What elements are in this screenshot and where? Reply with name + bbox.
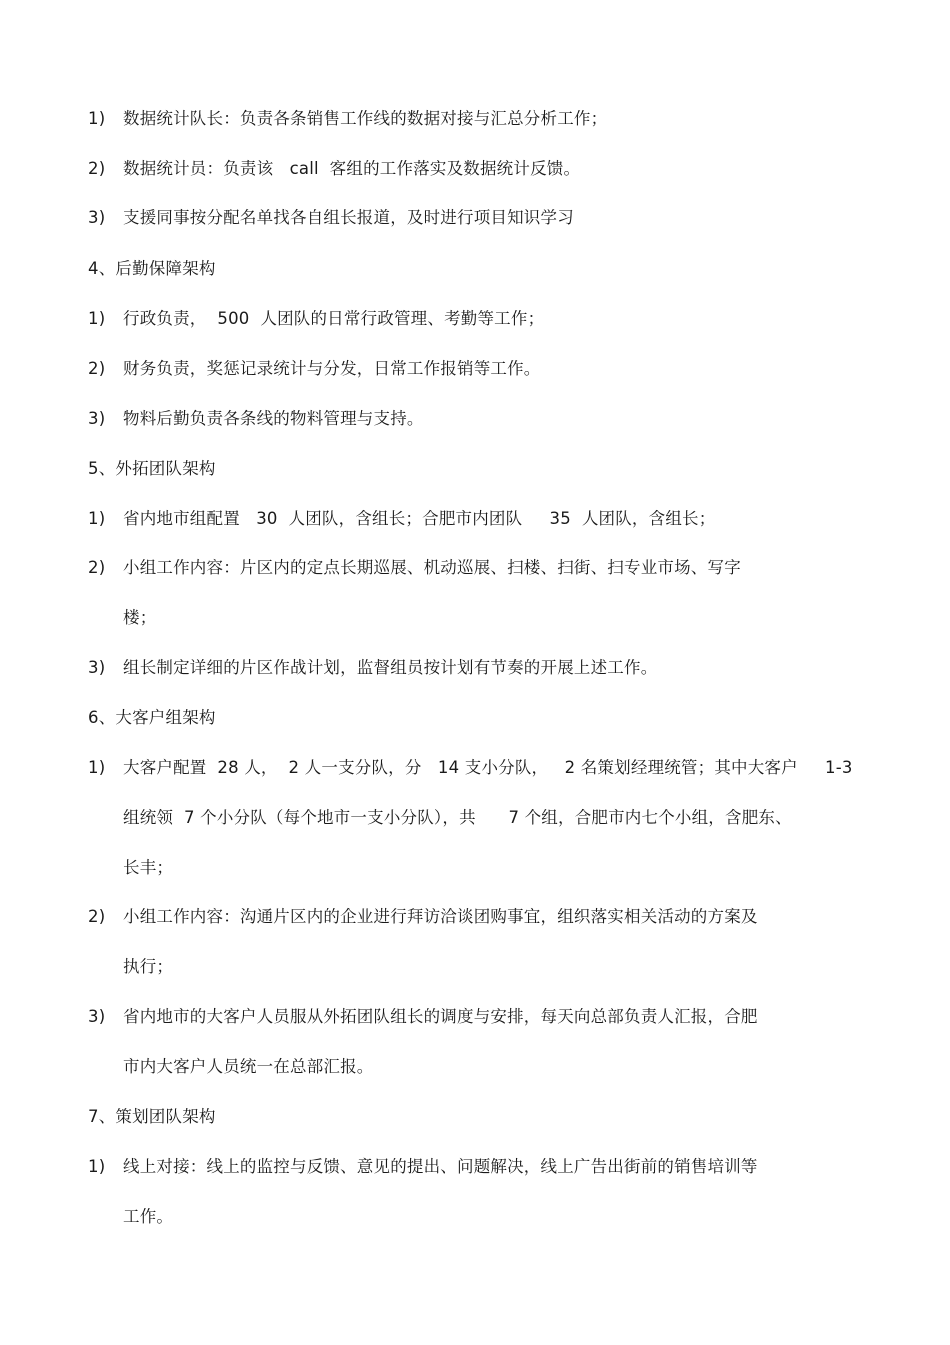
- item-number: 3): [88, 409, 106, 428]
- item-text: 小组工作内容：片区内的定点长期巡展、机动巡展、扫楼、扫街、扫专业市场、写字: [123, 558, 741, 577]
- section-heading: 4、后勤保障架构: [88, 259, 216, 278]
- item-text: 财务负责，奖惩记录统计与分发，日常工作报销等工作。: [123, 359, 541, 378]
- section-heading: 6、大客户组架构: [88, 708, 216, 727]
- item-number: 1): [88, 509, 106, 528]
- item-continuation: 市内大客户人员统一在总部汇报。: [123, 1057, 374, 1076]
- item-number: 3): [88, 658, 106, 677]
- section-heading: 5、外拓团队架构: [88, 459, 216, 478]
- item-text: 支援同事按分配名单找各自组长报道，及时进行项目知识学习: [123, 208, 574, 227]
- item-text: 物料后勤负责各条线的物料管理与支持。: [123, 409, 424, 428]
- item-continuation: 组统领 7 个小分队（每个地市一支小分队），共 7 个组，合肥市内七个小组，含肥东、: [123, 808, 792, 827]
- list-item: [88, 1006, 888, 1094]
- list-item: [88, 408, 888, 496]
- item-text: 大客户配置 28 人， 2 人一支分队，分 14 支小分队， 2 名策划经理统管；其中大客户 1-3: [123, 758, 853, 777]
- list-item: [88, 557, 888, 645]
- item-text: 线上对接：线上的监控与反馈、意见的提出、问题解决，线上广告出街前的销售培训等: [123, 1157, 758, 1176]
- item-continuation: 执行；: [123, 957, 174, 976]
- item-text: 组长制定详细的片区作战计划，监督组员按计划有节奏的开展上述工作。: [123, 658, 658, 677]
- list-item: [88, 757, 888, 845]
- item-continuation: 长丰；: [123, 858, 174, 877]
- item-number: 3): [88, 208, 106, 227]
- section-heading: 7、策划团队架构: [88, 1107, 216, 1126]
- item-text: 数据统计队长：负责各条销售工作线的数据对接与汇总分析工作；: [123, 109, 608, 128]
- item-text: 省内地市的大客户人员服从外拓团队组长的调度与安排，每天向总部负责人汇报，合肥: [123, 1007, 758, 1026]
- item-continuation: 楼；: [123, 608, 157, 627]
- list-item: [88, 207, 888, 295]
- item-number: 2): [88, 359, 106, 378]
- item-number: 2): [88, 159, 106, 178]
- item-text: 数据统计员：负责该 call 客组的工作落实及数据统计反馈。: [123, 159, 581, 178]
- item-text: 行政负责， 500 人团队的日常行政管理、考勤等工作；: [123, 309, 545, 328]
- list-item: [88, 1156, 888, 1244]
- item-continuation: 工作。: [123, 1207, 174, 1226]
- item-number: 1): [88, 758, 106, 777]
- list-item: [88, 906, 888, 994]
- item-number: 1): [88, 109, 106, 128]
- list-item: [88, 657, 888, 745]
- item-number: 1): [88, 1157, 106, 1176]
- item-text: 小组工作内容：沟通片区内的企业进行拜访洽谈团购事宜，组织落实相关活动的方案及: [123, 907, 758, 926]
- item-text: 省内地市组配置 30 人团队，含组长；合肥市内团队 35 人团队，含组长；: [123, 509, 716, 528]
- item-number: 1): [88, 309, 106, 328]
- item-number: 3): [88, 1007, 106, 1026]
- item-number: 2): [88, 558, 106, 577]
- item-number: 2): [88, 907, 106, 926]
